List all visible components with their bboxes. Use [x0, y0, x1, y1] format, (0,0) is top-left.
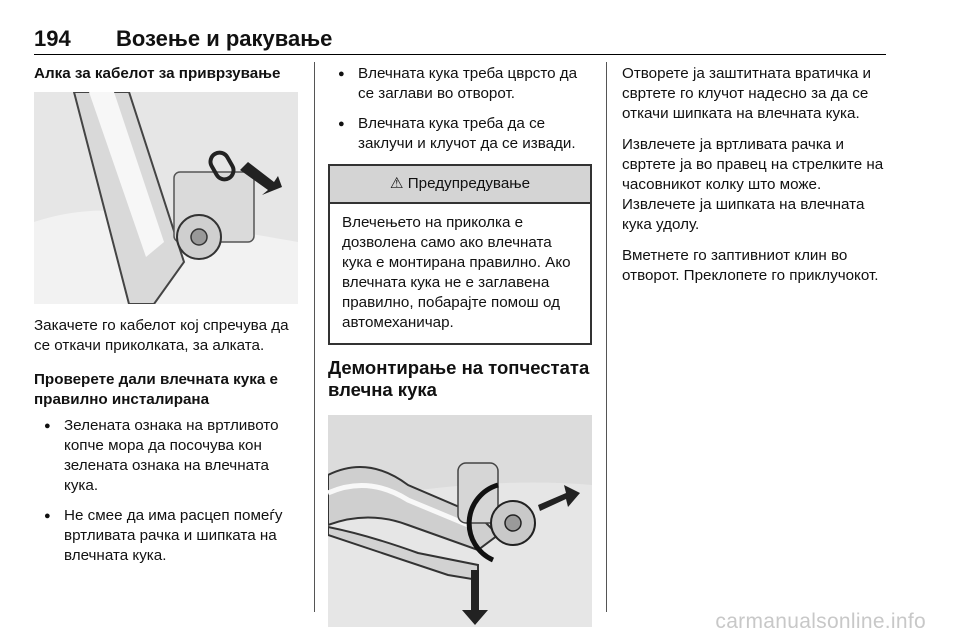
- paragraph-insert-plug: Вметнете го заптивниот клин во отворот. Преклопете го приклучокот.: [622, 247, 879, 284]
- list-item: ● Не смее да има расцеп помеѓу вртливата рачка и шипката на влечната кука.: [34, 506, 300, 566]
- warning-triangle-icon: ⚠: [389, 175, 404, 192]
- section-heading-cable-ring: Алка за кабелот за приврзување: [34, 65, 281, 82]
- column-divider-1: [314, 62, 315, 612]
- figure-towbar-removal: [328, 415, 592, 627]
- list-item: ● Влечната кука треба да се заклучи и клучот да се извади.: [328, 114, 592, 154]
- watermark: carmanualsonline.info: [715, 610, 926, 633]
- warning-box: [328, 164, 592, 345]
- section-heading-check-installation: Проверете дали влечната кука е правилно инсталирана: [34, 371, 278, 408]
- column-2: [328, 64, 592, 639]
- warning-title: Предупредување: [407, 175, 531, 192]
- column-1: [34, 64, 300, 576]
- paragraph-open-cover: Отворете ја заштитната вратичка и свртете го клучот надесно за да се откачи шипката на влечната кука.: [622, 65, 872, 122]
- header-rule: [34, 54, 886, 55]
- warning-text: Влечењето на приколка е дозволена само ако влечната кука е монтирана правилно. Ако влечната кука не е заглавена правилно, побарајте помош од автомеханичар.: [342, 214, 571, 331]
- page-number: 194: [34, 26, 71, 51]
- list-item: ● Влечната кука треба цврсто да се заглави во отворот.: [328, 64, 592, 104]
- requirement-list: [328, 64, 592, 154]
- list-item: ● Зелената ознака на вртливото копче мора да посочува кон зелената ознака на влечната кука.: [34, 416, 300, 496]
- check-list: [34, 416, 300, 566]
- page-section-title: Возење и ракување: [116, 26, 333, 51]
- column-divider-2: [606, 62, 607, 612]
- column-3: [622, 64, 888, 297]
- figure-cable-ring: [34, 92, 298, 304]
- towbar-removal-illustration: [328, 415, 592, 627]
- warning-header: [330, 166, 590, 204]
- paragraph-pull-handle: Извлечете ја вртливата рачка и свртете ја во правец на стрелките на часовникот колку што може. Извлечете ја шипката на влечната кука удолу.: [622, 136, 884, 233]
- paragraph-attach-cable: Закачете го кабелот кој спречува да се откачи приколката, за алката.: [34, 317, 289, 354]
- section-heading-remove-towbar: Демонтирање на топчестата влечна кука: [328, 357, 590, 400]
- cable-ring-illustration: [34, 92, 298, 304]
